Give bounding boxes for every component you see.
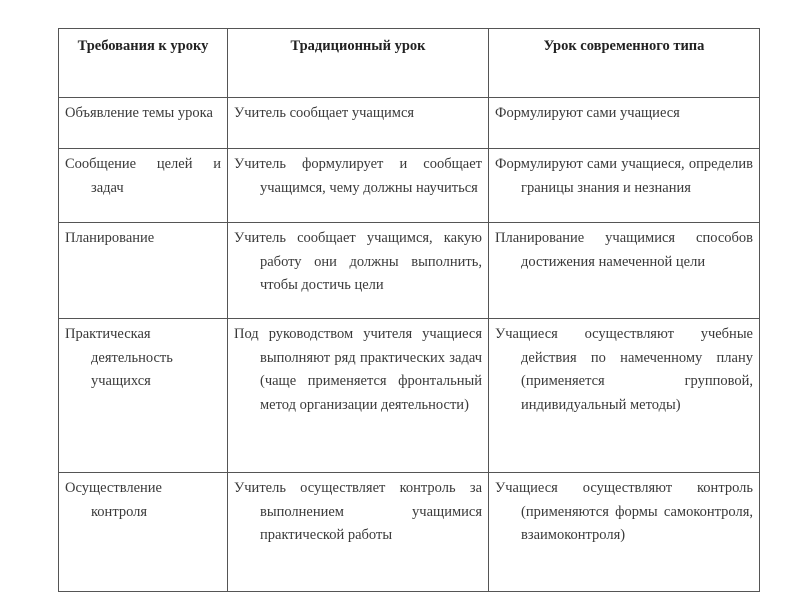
header-row	[59, 29, 760, 98]
cell: Формулируют сами учащиеся, определив границы знания и незнания	[489, 149, 760, 223]
table-row	[59, 223, 760, 319]
table-row	[59, 149, 760, 223]
header-requirements: Требования к уроку	[59, 29, 228, 98]
comparison-table	[58, 28, 760, 592]
cell: Учитель осуществляет контроль за выполнением учащимися практической работы	[228, 473, 489, 592]
cell: Учитель формулирует и сообщает учащимся, чему должны научиться	[228, 149, 489, 223]
cell: Сообщение целей и задач	[59, 149, 228, 223]
table-row	[59, 98, 760, 149]
header-modern: Урок современного типа	[489, 29, 760, 98]
cell: Планирование учащимися способов достижения намеченной цели	[489, 223, 760, 319]
cell: Объявление темы урока	[59, 98, 228, 149]
cell: Практическая деятельность учащихся	[59, 319, 228, 473]
cell: Учитель сообщает учащимся, какую работу они должны выполнить, чтобы достичь цели	[228, 223, 489, 319]
cell: Осуществление контроля	[59, 473, 228, 592]
cell: Учащиеся осуществляют учебные действия по намеченному плану (применяется групповой, индивидуальный методы)	[489, 319, 760, 473]
table-row	[59, 473, 760, 592]
cell: Под руководством учителя учащиеся выполняют ряд практических задач (чаще применяется фронтальный метод организации деятельности)	[228, 319, 489, 473]
cell: Учитель сообщает учащимся	[228, 98, 489, 149]
cell: Учащиеся осуществляют контроль (применяются формы самоконтроля, взаимоконтроля)	[489, 473, 760, 592]
cell: Формулируют сами учащиеся	[489, 98, 760, 149]
table-row	[59, 319, 760, 473]
header-traditional: Традиционный урок	[228, 29, 489, 98]
cell: Планирование	[59, 223, 228, 319]
